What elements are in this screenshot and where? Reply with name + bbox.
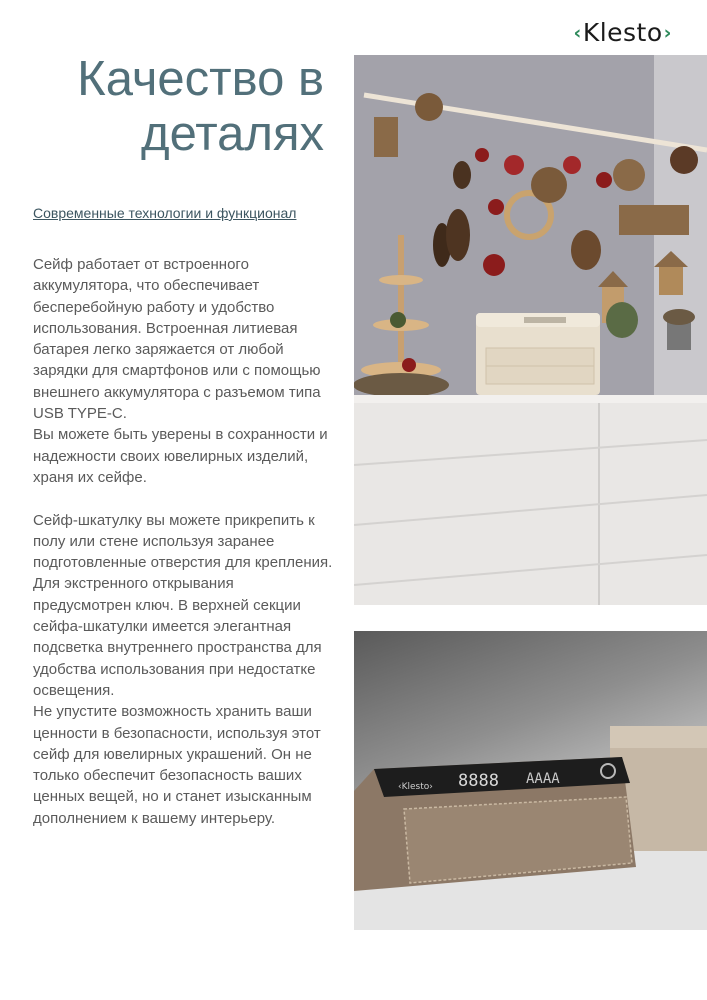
safe-closeup-photo (354, 631, 707, 930)
paragraph-mounting: Сейф-шкатулку вы можете прикрепить к полу или стене используя заранее подготовленные отверстия для крепления. Для экстренного открывания предусмотрен ключ. В верхней секции сейфа-шкатулки имеется элегантная подсветка внутреннего пространства для удобства использования при недостатке освещения. (33, 511, 333, 699)
body-text (33, 254, 333, 850)
interior-photo (354, 55, 707, 605)
section-subheading: Современные технологии и функционал (33, 205, 297, 221)
logo-text: Klesto (582, 18, 663, 47)
paragraph-closing: Не упустите возможность хранить ваши ценности в безопасности, используя этот сейф для ювелирных украшений. Он не только обеспечит безопасность ваших ценных вещей, но и станет изысканным дополнением к вашему интерьеру. (33, 703, 321, 827)
page-title-line-1: Качество в (77, 52, 324, 106)
paragraph-battery: Сейф работает от встроенного аккумулятора, что обеспечивает бесперебойную работу и удобство использования. Встроенная литиевая батарея легко заряжается от любой зарядки для смартфонов или с помощью внешнего аккумулятора с разъемом типа USB TYPE-C. (33, 256, 321, 423)
page-title (30, 52, 324, 162)
logo-chevron-left: ‹ (573, 21, 582, 44)
brand-logo (572, 18, 673, 47)
safe-brand-label: ‹Klesto› (398, 782, 433, 792)
paragraph-reliability: Вы можете быть уверены в сохранности и надежности своих ювелирных изделий, храня их сейфе. (33, 426, 328, 486)
page-title-line-2: деталях (141, 107, 324, 161)
logo-chevron-right: › (663, 21, 672, 44)
safe-display-letters: AAAA (526, 771, 560, 787)
safe-display-digits: 8888 (458, 771, 499, 791)
